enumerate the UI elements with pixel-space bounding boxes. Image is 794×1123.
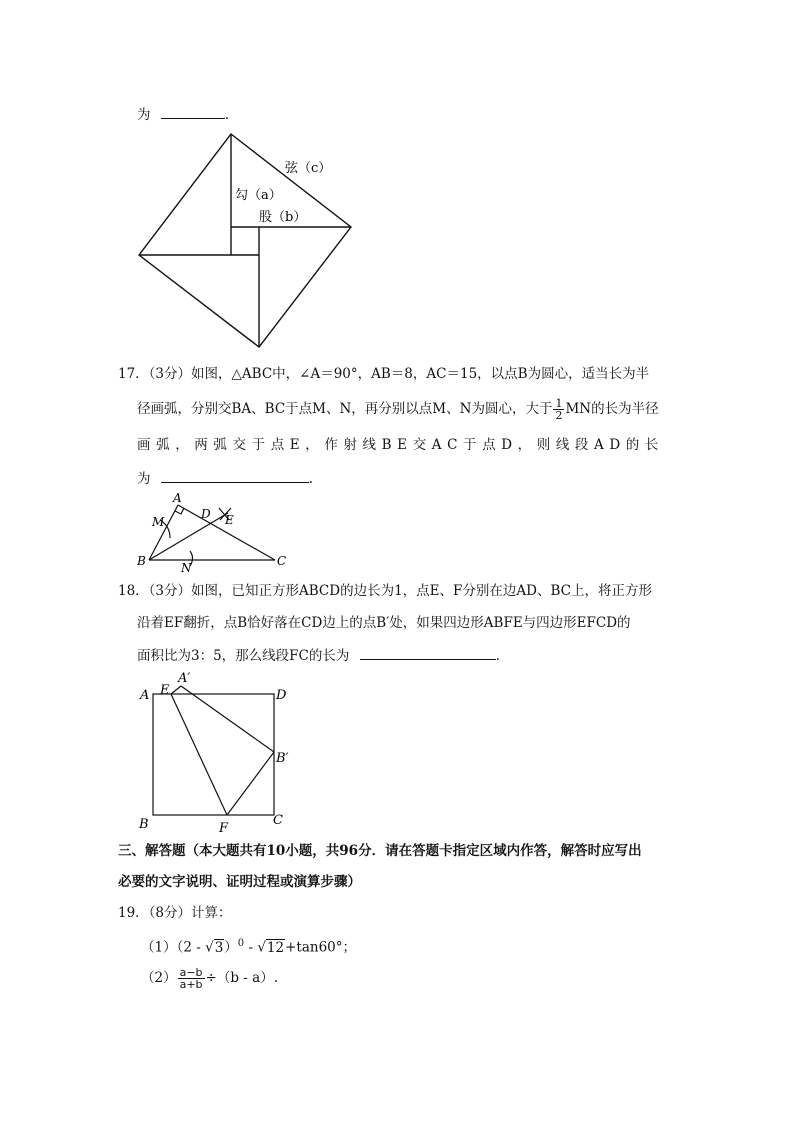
label-e: E [225,513,234,527]
label-c: C [277,554,287,568]
p1-c: - [244,939,258,956]
fraction-half [553,398,564,421]
q18-line3 [137,645,500,666]
label-d: D [276,688,287,703]
frac-num: 1 [555,397,563,410]
q16-prefix: 为 [137,107,151,123]
label-e: E [160,683,170,698]
q18-line1: 18．（3分）如图，已知正方形ABCD的边长为1，点E、F分别在边AD、BC上，将正方形 [118,583,652,599]
line-ea-prime [171,686,181,694]
line-a-prime-b-prime [181,686,274,752]
label-a: A [173,491,182,505]
q17-line2-b: MN的长为半径 [565,401,659,417]
label-m: M [152,515,165,529]
q16-answer-blank[interactable] [161,104,225,119]
label-c: C [273,813,283,828]
label-b: B [137,554,146,568]
p2-b: ÷（b - a）. [205,970,278,986]
label-gou: 勾（a） [235,188,282,203]
frac-den: 2 [555,409,563,422]
q18-line2: 沿着EF翻折，点B恰好落在CD边上的点B′处，如果四边形ABFE与四边形EFCD的 [137,615,631,631]
p2-num: a−b [179,966,203,979]
q17-prefix: 为 [137,471,151,487]
section3-line1: 三、解答题（本大题共有10小题，共96分．请在答题卡指定区域内作答，解答时应写出 [118,843,642,859]
q17-line2-a: 径画弧，分别交BA、BC于点M、N，再分别以点M、N为圆心，大于 [137,401,553,417]
p2-den: a+b [179,978,203,991]
label-a-prime: A′ [178,671,191,686]
q18-figure [135,666,305,838]
q17-figure [135,488,295,576]
fraction-ab [178,967,205,990]
sqrt-3: 3 [214,939,224,956]
q19-part2 [141,967,278,990]
q19-title: 19．（8分）计算： [118,905,232,921]
sqrt-sign-2: √ [257,939,266,956]
q17-answer-blank[interactable] [161,468,309,483]
q17-line3: 画弧，两弧交于点E，作射线BE交AC于点D，则线段AD的长 [137,437,665,453]
label-a: A [140,688,150,703]
q16-suffix: . [224,107,230,123]
label-f: F [219,821,229,836]
p1-b: ） [224,939,238,956]
q17-suffix: . [308,471,314,487]
label-n: N [181,561,192,575]
label-hypotenuse: 弦（c） [285,161,332,176]
p2-a: （2） [141,970,177,986]
exponent-zero: 0 [237,938,245,949]
q16-answer-line [137,104,229,125]
sqrt-12: 12 [266,939,285,956]
section3-line2: 必要的文字说明、证明过程或演算步骤） [118,874,361,890]
sqrt-sign-1: √ [205,939,214,956]
q18-prefix: 面积比为3：5，那么线段FC的长为 [137,648,350,664]
label-d: D [201,507,211,521]
label-gu: 股（b） [259,210,307,225]
label-b: B [139,817,149,832]
q17-line1: 17．（3分）如图，△ABC中，∠A＝90°，AB＝8，AC＝15，以点B为圆心，适当长为半 [118,366,650,382]
q17-line2 [137,398,659,421]
p1-a: （1）（2 - [141,939,206,956]
q18-suffix: . [495,648,500,664]
q19-part1 [141,934,356,958]
line-b-prime-f [227,752,274,815]
q16-figure [130,128,370,353]
p1-d: +tan60°； [285,939,357,956]
label-b-prime: B′ [276,751,289,766]
q18-answer-blank[interactable] [360,645,496,660]
square-abcd [153,694,274,815]
q17-line4 [137,468,313,489]
